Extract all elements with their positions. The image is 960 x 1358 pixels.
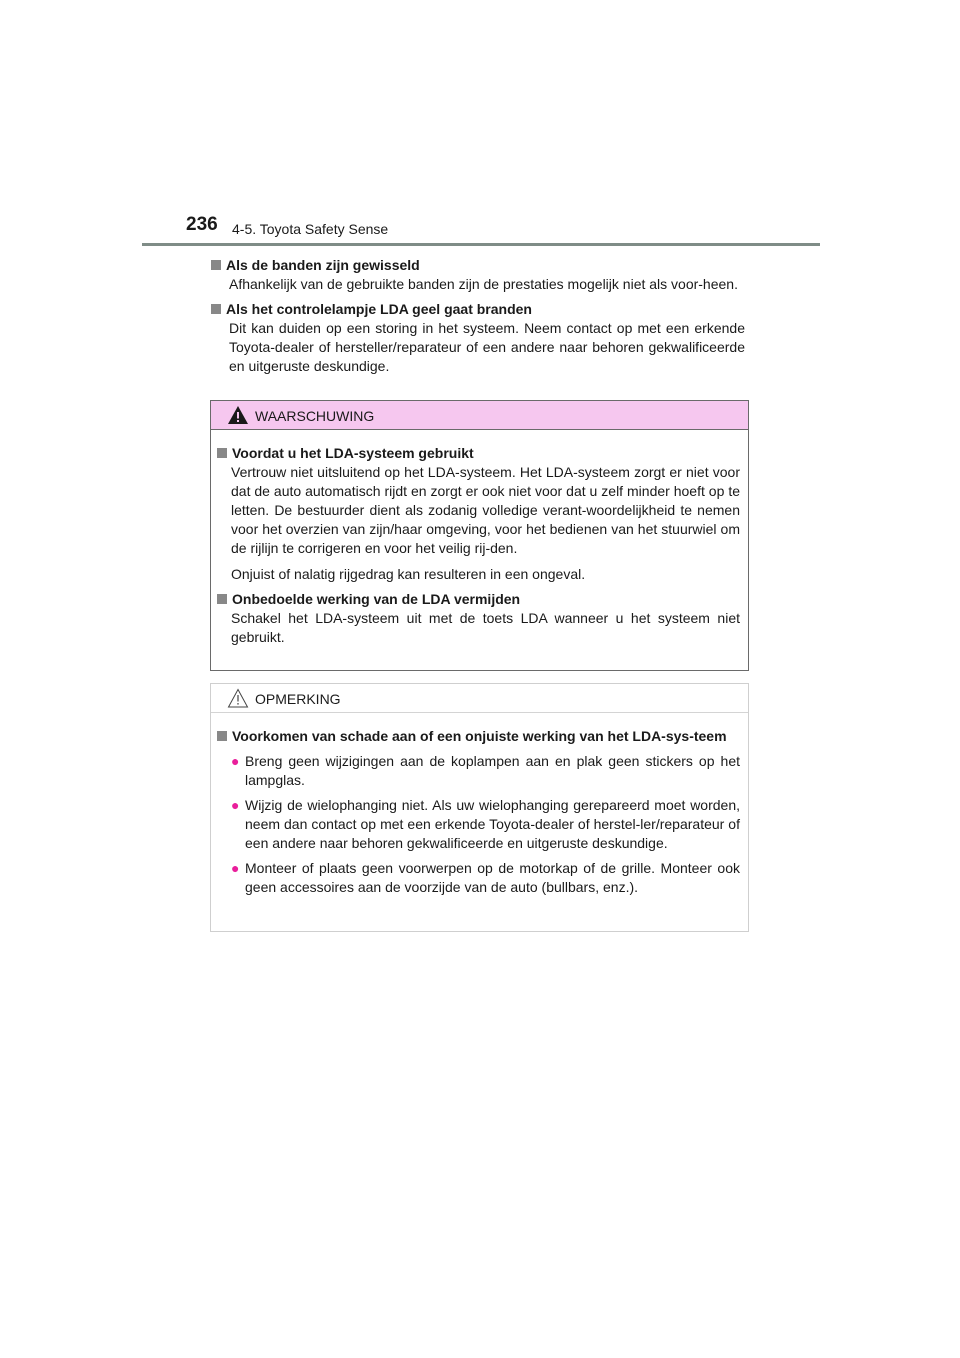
info-item-body: Dit kan duiden op een storing in het systeem. Neem contact op met een erkende Toyota-dealer of hersteller/reparateur of een andere naar behoren gekwalificeerde en uitgeruste deskundige.: [229, 320, 745, 374]
section-title: 4-5. Toyota Safety Sense: [232, 221, 389, 237]
info-item: [211, 256, 745, 294]
square-bullet-icon: [217, 448, 227, 458]
circle-bullet-icon: ●: [231, 797, 240, 813]
warning-item-title: Onbedoelde werking van de LDA vermijden: [232, 591, 521, 607]
note-header: [211, 684, 748, 713]
warning-label: WAARSCHUWING: [255, 408, 375, 424]
square-bullet-icon: [217, 731, 227, 741]
info-item-body: Afhankelijk van de gebruikte banden zijn de prestaties mogelijk niet als voor-heen.: [229, 276, 738, 292]
list-item: ● Wijzig de wielophanging niet. Als uw wielophanging gerepareerd moet worden, neem dan contact op met een erkende Toyota-dealer of herstel-ler/reparateur of een andere naar behoren gekwalificeerde en uitgeruste deskundige.: [231, 797, 740, 851]
info-item-title: Als het controlelampje LDA geel gaat branden: [226, 301, 532, 317]
warning-header: [211, 401, 748, 430]
square-bullet-icon: [211, 304, 221, 314]
caution-triangle-icon: [227, 688, 249, 708]
note-box: [210, 683, 749, 932]
header-divider: [142, 243, 820, 246]
list-item: ● Monteer of plaats geen voorwerpen op de motorkap of de grille. Monteer ook geen accessoires aan de voorzijde van de auto (bullbars, enz.).: [231, 860, 740, 895]
square-bullet-icon: [211, 260, 221, 270]
warning-triangle-icon: [227, 405, 249, 425]
warning-item-text: Vertrouw niet uitsluitend op het LDA-systeem. Het LDA-systeem zorgt er niet voor dat de auto automatisch rijdt en zorgt er ook niet voor dat u zelf minder hoeft op te letten. De bestuurder dient als zodanig volledige verant-woordelijkheid te nemen voor het overzien van zijn/haar omgeving, voor het bedienen van het stuurwiel om de rijlijn te corrigeren en voor het veilig rij-den.: [231, 464, 740, 556]
info-item-title: Als de banden zijn gewisseld: [226, 257, 420, 273]
info-item: [211, 300, 745, 376]
circle-bullet-icon: ●: [231, 860, 240, 876]
main-content: [211, 256, 745, 382]
warning-item-text: Onjuist of nalatig rijgedrag kan resulteren in een ongeval.: [231, 566, 586, 582]
note-label: OPMERKING: [255, 691, 341, 707]
square-bullet-icon: [217, 594, 227, 604]
page-number: 236: [186, 214, 218, 235]
warning-item-title: Voordat u het LDA-systeem gebruikt: [232, 445, 474, 461]
circle-bullet-icon: ●: [231, 753, 240, 769]
warning-box: [210, 400, 749, 671]
list-item: ● Breng geen wijzigingen aan de koplampen aan en plak geen stickers op het lampglas.: [231, 753, 740, 788]
warning-item-text: Schakel het LDA-systeem uit met de toets LDA wanneer u het systeem niet gebruikt.: [231, 610, 740, 645]
note-title: Voorkomen van schade aan of een onjuiste werking van het LDA-sys-teem: [232, 728, 727, 744]
